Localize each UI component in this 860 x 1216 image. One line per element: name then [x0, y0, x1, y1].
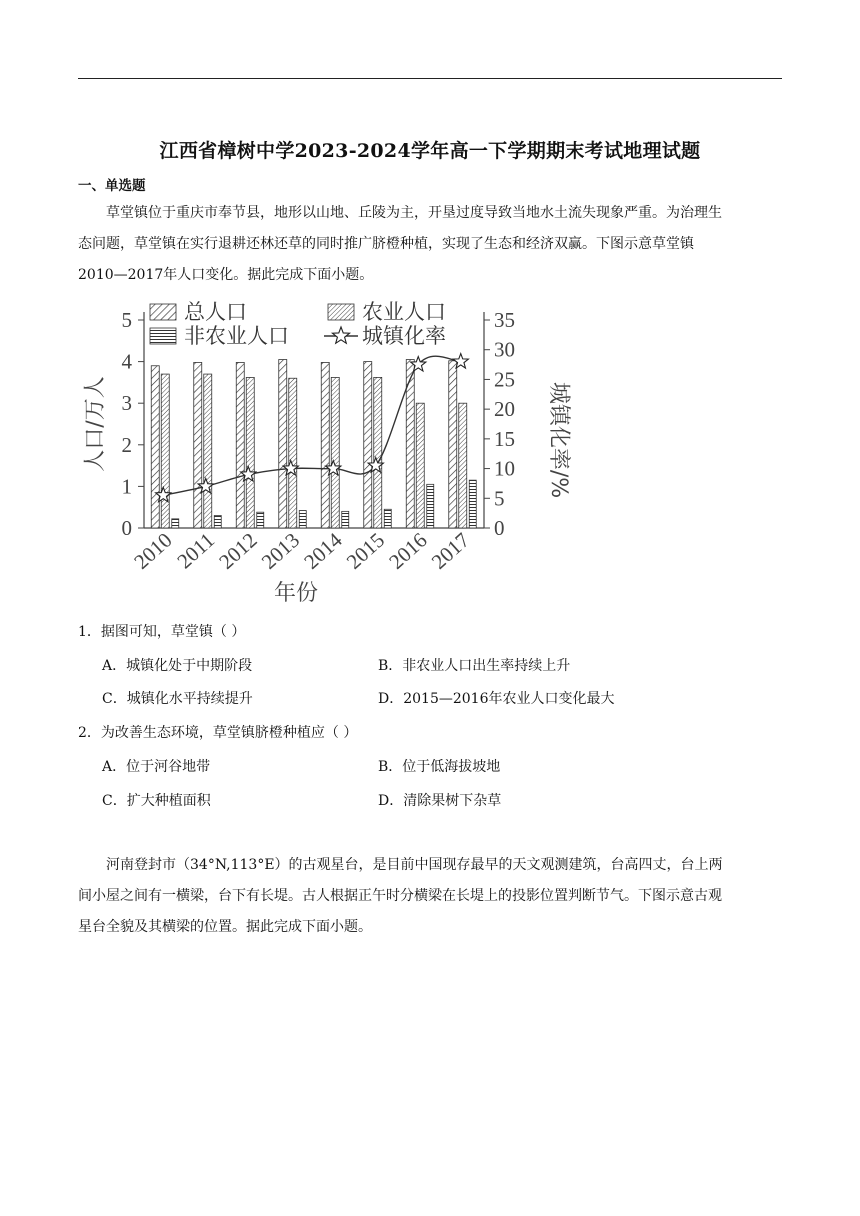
x-tick-label: 2010: [129, 527, 177, 574]
tick-label-right: 10: [494, 456, 515, 481]
bar-3: [427, 484, 434, 528]
option-b[interactable]: B．非农业人口出生率持续上升: [378, 658, 571, 674]
bar-1: [321, 362, 329, 528]
chart-legend: [150, 300, 446, 348]
option-a[interactable]: A．位于河谷地带: [102, 759, 211, 775]
bar-3: [342, 511, 349, 528]
bar-2: [331, 377, 339, 528]
legend-label-4: 城镇化率: [362, 324, 446, 348]
option-d[interactable]: D．清除果树下杂草: [378, 793, 502, 809]
tick-label-right: 30: [494, 337, 515, 362]
x-tick-label: 2012: [214, 527, 262, 574]
tick-label-left: 0: [121, 516, 132, 540]
legend-label-3: 非农业人口: [184, 324, 289, 348]
y-axis-title-right: 城镇化率/%: [546, 381, 571, 499]
chart-bars: [151, 360, 476, 528]
bar-1: [364, 362, 372, 528]
tick-label-right: 15: [494, 426, 515, 451]
legend-swatch-3: [150, 328, 176, 344]
legend-swatch-1: [150, 304, 176, 320]
x-tick-label: 2011: [172, 527, 220, 574]
bar-2: [459, 403, 467, 528]
question-stem: 1．据图可知，草堂镇（ ）: [78, 624, 246, 640]
bar-1: [236, 362, 244, 528]
y-axis-title-left: 人口/万人: [83, 376, 108, 472]
header-rule: [78, 78, 782, 79]
option-d[interactable]: D．2015—2016年农业人口变化最大: [378, 691, 615, 707]
x-tick-label: 2013: [256, 527, 305, 574]
bar-3: [257, 512, 264, 528]
x-tick-label: 2017: [426, 527, 475, 574]
bar-2: [246, 377, 254, 528]
tick-label-right: 35: [494, 308, 515, 332]
population-chart: [78, 296, 598, 608]
passage-line: 河南登封市（34°N,113°E）的古观星台，是目前中国现存最早的天文观测建筑，台高四丈，台上两: [106, 857, 723, 873]
tick-label-right: 20: [494, 397, 515, 422]
bar-1: [449, 361, 457, 528]
bar-3: [384, 509, 391, 528]
bar-3: [299, 511, 306, 528]
bar-1: [151, 366, 159, 528]
page-title: 江西省樟树中学2023-2024学年高一下学期期末考试地理试题: [159, 140, 701, 162]
option-c[interactable]: C．扩大种植面积: [102, 793, 211, 809]
bar-1: [279, 360, 287, 528]
bar-3: [214, 516, 221, 528]
bar-3: [172, 519, 179, 528]
passage-line: 态问题，草堂镇在实行退耕还林还草的同时推广脐橙种植，实现了生态和经济双赢。下图示意草堂镇: [78, 236, 694, 252]
option-b[interactable]: B．位于低海拔坡地: [378, 759, 501, 775]
passage-line: 2010—2017年人口变化。据此完成下面小题。: [78, 267, 374, 283]
question-stem: 2．为改善生态环境，草堂镇脐橙种植应（ ）: [78, 725, 358, 741]
tick-label-right: 25: [494, 367, 515, 392]
tick-label-left: 5: [121, 308, 132, 332]
bar-1: [194, 362, 202, 528]
section-heading: 一、单选题: [78, 178, 146, 194]
tick-label-left: 4: [121, 349, 132, 374]
legend-label-2: 农业人口: [362, 300, 446, 324]
legend-label-1: 总人口: [184, 300, 247, 324]
x-axis-title: 年份: [273, 581, 319, 606]
legend-swatch-2: [328, 304, 354, 320]
bar-2: [289, 378, 297, 528]
bar-2: [161, 374, 169, 528]
bar-3: [469, 480, 476, 528]
option-c[interactable]: C．城镇化水平持续提升: [102, 691, 253, 707]
x-tick-label: 2014: [299, 527, 347, 574]
tick-label-right: 5: [494, 486, 505, 511]
passage-line: 草堂镇位于重庆市奉节县，地形以山地、丘陵为主，开垦过度导致当地水土流失现象严重。为治理生: [106, 205, 722, 221]
tick-label-left: 1: [121, 474, 132, 499]
passage-line: 间小屋之间有一横梁，台下有长堤。古人根据正午时分横梁在长堤上的投影位置判断节气。下图示意古观: [78, 888, 722, 904]
passage-line: 星台全貌及其横梁的位置。据此完成下面小题。: [78, 919, 372, 935]
x-tick-label: 2015: [341, 527, 390, 574]
bar-2: [204, 374, 212, 528]
bar-2: [416, 403, 424, 528]
tick-label-left: 3: [121, 391, 132, 416]
x-tick-label: 2016: [384, 527, 432, 574]
bar-2: [374, 377, 382, 528]
option-a[interactable]: A．城镇化处于中期阶段: [102, 658, 253, 674]
tick-label-left: 2: [121, 432, 132, 457]
tick-label-right: 0: [494, 516, 505, 540]
legend-star: [332, 327, 349, 343]
